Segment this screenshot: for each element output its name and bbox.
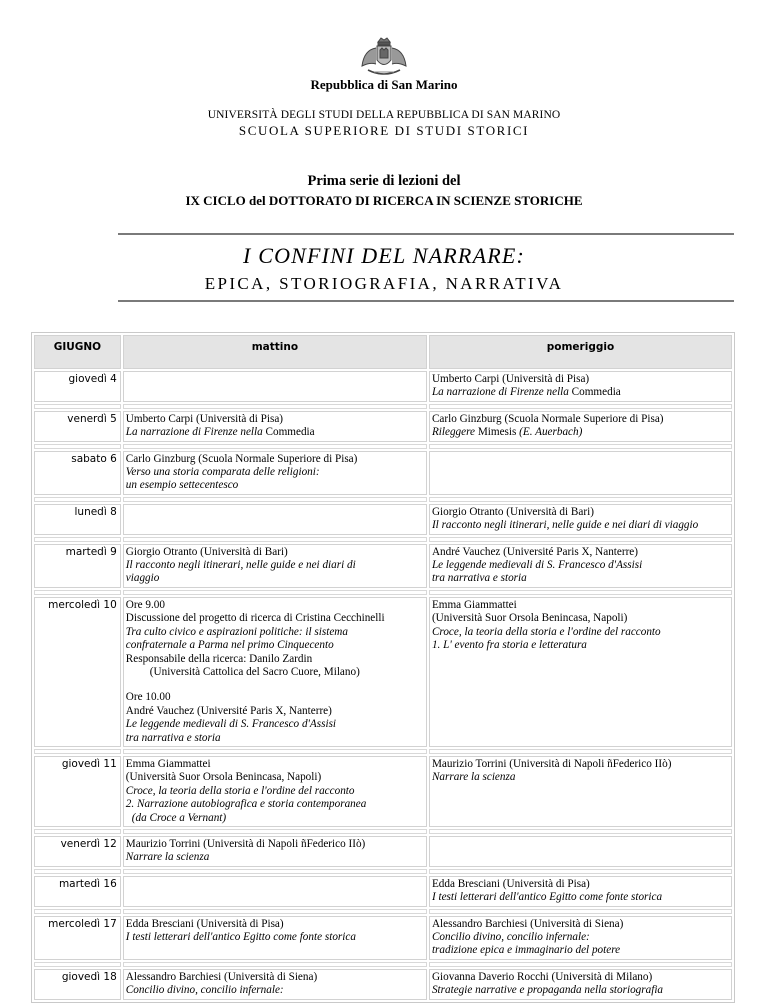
morning-cell — [123, 756, 427, 827]
title-rule-top — [118, 233, 734, 235]
lecturer: Umberto Carpi (Università di Pisa) — [431, 373, 590, 385]
afternoon-cell — [429, 411, 732, 442]
lecture-series-heading: Prima serie di lezioni del — [307, 173, 461, 189]
day-cell: mercoledì 17 — [34, 916, 121, 960]
morning-cell — [123, 969, 427, 1000]
lecture-schedule-table — [31, 332, 735, 1003]
lecturer: Carlo Ginzburg (Scuola Normale Superiore di Pisa) — [125, 452, 358, 465]
lecturer: Giorgio Otranto (Università di Bari) — [431, 505, 594, 518]
lecturer: Emma Giammattei — [431, 598, 517, 611]
doctorate-cycle-heading: IX CICLO del DOTTORATO DI RICERCA IN SCIENZE STORICHE — [185, 193, 583, 208]
research-title: Tra culto civico e aspirazioni politiche: il sistema — [125, 625, 348, 638]
day-cell: martedì 9 — [34, 544, 121, 588]
day-cell: mercoledì 10 — [34, 597, 121, 747]
session-time: Ore 9.00 — [125, 598, 165, 611]
lecturer-affiliation: (Università Suor Orsola Benincasa, Napoli) — [125, 771, 322, 784]
morning-cell — [123, 916, 427, 960]
header-morning: mattino — [123, 335, 427, 369]
lecture-title: Concilio divino, concilio infernale: — [125, 984, 284, 997]
afternoon-cell — [429, 544, 732, 588]
day-cell: martedì 16 — [34, 876, 121, 907]
research-title-cont: confraternale a Parma nel primo Cinquecento — [125, 639, 334, 652]
lecturer: Alessandro Barchiesi (Università di Siena) — [431, 917, 624, 930]
header-afternoon: pomeriggio — [429, 335, 732, 369]
lecture-title: I testi letterari dell'antico Egitto come fonte storica — [431, 891, 663, 904]
day-cell: giovedì 11 — [34, 756, 121, 827]
header-month: GIUGNO — [34, 335, 121, 369]
lecturer: Alessandro Barchiesi (Università di Siena) — [125, 970, 318, 983]
table-row — [34, 371, 732, 402]
lecture-title: Le leggende medievali di S. Francesco d'Assisi — [431, 559, 643, 572]
table-header-row — [34, 335, 732, 369]
subtitle: EPICA, STORIOGRAFIA, NARRATIVA — [204, 274, 564, 293]
afternoon-cell — [429, 504, 732, 535]
table-row — [34, 876, 732, 907]
day-cell: lunedì 8 — [34, 504, 121, 535]
lecturer: Edda Bresciani (Università di Pisa) — [125, 917, 284, 930]
table-row — [34, 597, 732, 747]
session-description: Discussione del progetto di ricerca di Cristina Cecchinelli — [125, 612, 385, 625]
afternoon-cell — [429, 451, 732, 495]
lecture-subtitle: 1. L' evento fra storia e letteratura — [431, 639, 587, 652]
lecture-subtitle: tra narrativa e storia — [431, 572, 527, 585]
morning-cell — [123, 411, 427, 442]
day-cell: giovedì 18 — [34, 969, 121, 1000]
day-cell: sabato 6 — [34, 451, 121, 495]
main-title: I CONFINI DEL NARRARE: — [242, 243, 526, 268]
morning-cell — [123, 371, 427, 402]
morning-cell — [123, 836, 427, 867]
afternoon-cell — [429, 756, 732, 827]
table-row — [34, 836, 732, 867]
table-row — [34, 916, 732, 960]
table-row — [34, 756, 732, 827]
lecturer: André Vauchez (Université Paris X, Nanterre) — [125, 704, 332, 717]
lecture-title: I testi letterari dell'antico Egitto come fonte storica — [125, 931, 356, 943]
table-row — [34, 504, 732, 535]
lecture-title: La narrazione di Firenze nella Commedia — [431, 386, 621, 399]
afternoon-cell — [429, 836, 732, 867]
lecturer: Giovanna Daverio Rocchi (Università di Milano) — [431, 970, 653, 983]
table-row — [34, 969, 732, 1000]
lecture-title: Le leggende medievali di S. Francesco d'Assisi — [125, 718, 337, 731]
lecturer: Maurizio Torrini (Università di Napoli ñFederico IIò) — [125, 837, 366, 850]
supervisor-affiliation: (Università Cattolica del Sacro Cuore, Milano) — [149, 665, 360, 678]
lecture-subtitle: tradizione epica e immaginario del potere — [431, 944, 621, 957]
lecture-title: Narrare la scienza — [431, 771, 516, 784]
lecturer: Giorgio Otranto (Università di Bari) — [125, 545, 288, 558]
lecture-subtitle: un esempio settecentesco — [125, 479, 239, 492]
lecturer: Carlo Ginzburg (Scuola Normale Superiore di Pisa) — [431, 412, 664, 425]
school-name: SCUOLA SUPERIORE DI STUDI STORICI — [238, 123, 530, 138]
morning-cell — [123, 544, 427, 588]
lecture-title-cont: viaggio — [125, 572, 160, 585]
day-cell: venerdì 12 — [34, 836, 121, 867]
afternoon-cell — [429, 876, 732, 907]
university-name: UNIVERSITÀ DEGLI STUDI DELLA REPUBBLICA DI SAN MARINO — [207, 109, 561, 121]
republic-name: Repubblica di San Marino — [310, 77, 458, 92]
lecturer: Umberto Carpi (Università di Pisa) — [125, 412, 284, 425]
table-row — [34, 411, 732, 442]
lecture-note: (da Croce a Vernant) — [131, 811, 227, 824]
lecture-subtitle: tra narrativa e storia — [125, 731, 221, 744]
lecture-title: Strategie narrative e propaganda nella storiografia — [431, 984, 664, 997]
lecture-title: Croce, la teoria della storia e l'ordine del racconto — [125, 784, 355, 797]
morning-cell — [123, 451, 427, 495]
lecturer: André Vauchez (Université Paris X, Nanterre) — [431, 545, 638, 558]
lecturer-affiliation: (Università Suor Orsola Benincasa, Napoli) — [431, 612, 628, 625]
morning-cell — [123, 876, 427, 907]
afternoon-cell — [429, 597, 732, 747]
session-time: Ore 10.00 — [125, 691, 171, 704]
lecture-title: Il racconto negli itinerari, nelle guide e nei diari di — [125, 559, 356, 572]
afternoon-cell — [429, 969, 732, 1000]
afternoon-cell — [429, 371, 732, 402]
lecture-title: La narrazione di Firenze nella Commedia — [125, 426, 315, 439]
day-cell: giovedì 4 — [34, 371, 121, 402]
title-rule-bottom — [118, 300, 734, 302]
lecture-subtitle: 2. Narrazione autobiografica e storia contemporanea — [125, 798, 367, 811]
research-supervisor: Responsabile della ricerca: Danilo Zardin — [125, 652, 313, 665]
lecturer: Maurizio Torrini (Università di Napoli ñFederico IIò) — [431, 757, 672, 770]
lecture-title: Croce, la teoria della storia e l'ordine del racconto — [431, 625, 661, 638]
day-cell: venerdì 5 — [34, 411, 121, 442]
lecture-title: Rileggere Mimesis (E. Auerbach) — [431, 426, 583, 439]
lecture-title: Narrare la scienza — [125, 851, 210, 864]
lecture-title: Il racconto negli itinerari, nelle guide e nei diari di viaggio — [431, 519, 699, 532]
afternoon-cell — [429, 916, 732, 960]
morning-cell — [123, 504, 427, 535]
table-row — [34, 544, 732, 588]
lecture-title: Verso una storia comparata delle religioni: — [125, 466, 320, 479]
lecture-title: Concilio divino, concilio infernale: — [431, 931, 590, 943]
lecturer: Edda Bresciani (Università di Pisa) — [431, 877, 590, 890]
san-marino-coat-of-arms-icon — [356, 36, 412, 80]
morning-cell — [123, 597, 427, 747]
lecturer: Emma Giammattei — [125, 757, 211, 770]
table-row — [34, 451, 732, 495]
